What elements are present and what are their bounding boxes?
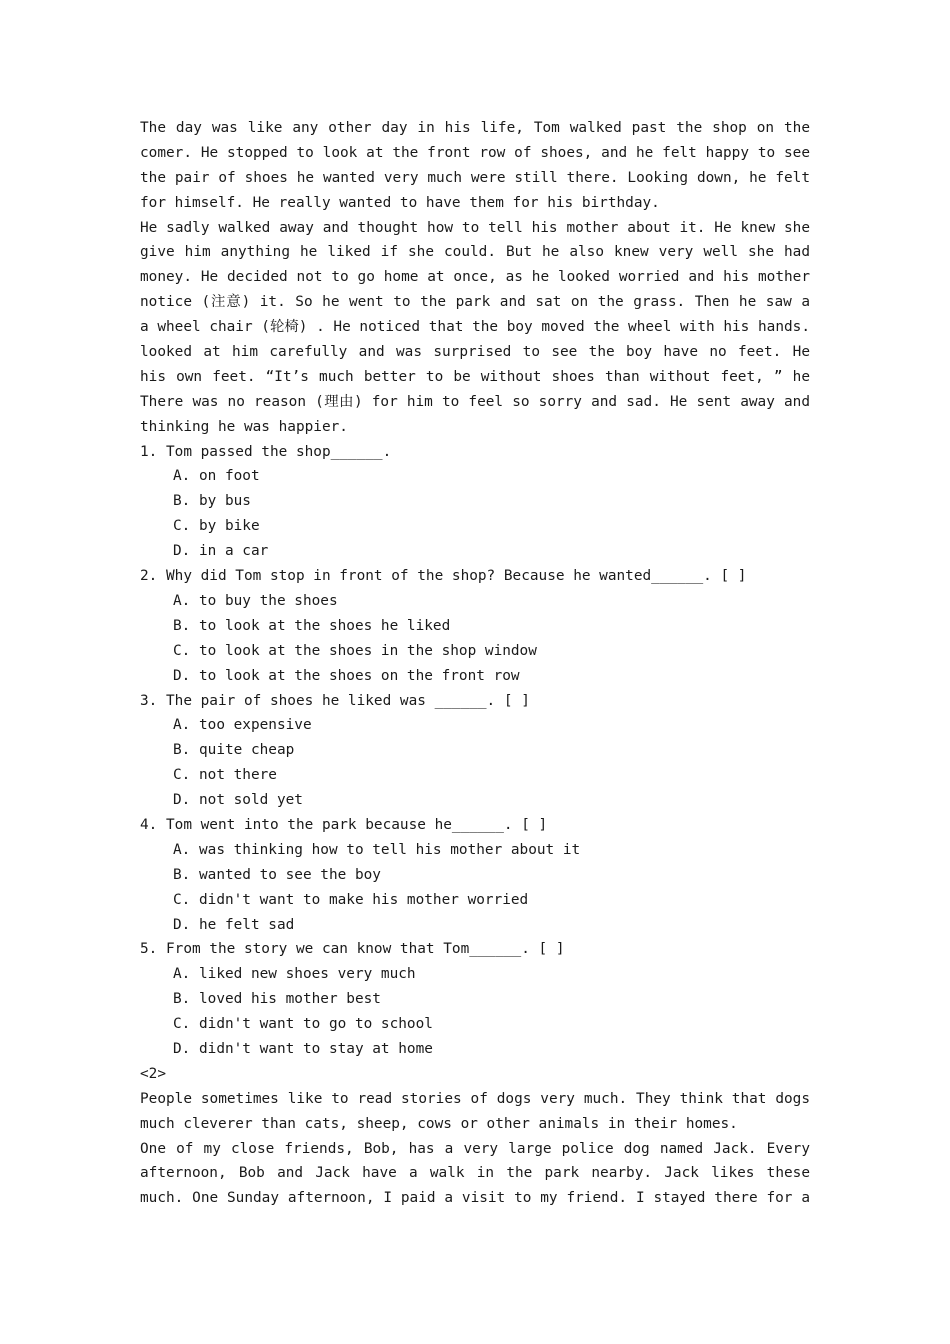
text-line: There was no reason (理由) for him to feel so sorry and sad. He sent away and (140, 393, 810, 410)
text-line: thinking he was happier. (140, 418, 348, 435)
question-stem: 5. From the story we can know that Tom______. [ ] (140, 941, 565, 958)
text-line: notice (注意) it. So he went to the park and sat on the grass. Then he saw a (140, 294, 810, 311)
option-d: D. he felt sad (173, 916, 295, 933)
option-a: A. on foot (173, 468, 260, 485)
option-c: C. didn't want to make his mother worried (173, 891, 529, 908)
passage2-paragraph-2 (140, 1137, 810, 1212)
question-5 (140, 937, 810, 1061)
question-stem: 4. Tom went into the park because he______. [ ] (140, 816, 548, 833)
option-b: B. wanted to see the boy (173, 866, 381, 883)
question-4 (140, 813, 810, 937)
text-line: The day was like any other day in his life, Tom walked past the shop on the (140, 120, 810, 136)
option-a: A. liked new shoes very much (173, 966, 416, 983)
option-list (140, 713, 810, 813)
document-page (140, 116, 810, 1211)
option-c: C. to look at the shoes in the shop window (173, 642, 537, 659)
question-stem: 2. Why did Tom stop in front of the shop? Because he wanted______. [ ] (140, 568, 747, 585)
option-list (140, 589, 810, 689)
passage1-paragraph-1 (140, 116, 810, 216)
text-line: afternoon, Bob and Jack have a walk in the park nearby. Jack likes these (140, 1165, 810, 1182)
text-line: One of my close friends, Bob, has a very large police dog named Jack. Every (140, 1140, 810, 1157)
section-2-marker: <2> (140, 1065, 166, 1082)
text-line: much cleverer than cats, sheep, cows or other animals in their homes. (140, 1115, 738, 1132)
option-d: D. not sold yet (173, 792, 303, 809)
option-d: D. to look at the shoes on the front row (173, 667, 520, 684)
option-b: B. quite cheap (173, 742, 295, 759)
text-line: for himself. He really wanted to have them for his birthday. (140, 194, 660, 211)
question-stem: 1. Tom passed the shop______. (140, 443, 392, 460)
question-1 (140, 440, 810, 564)
text-line: give him anything he liked if she could. But he also knew very well she had (140, 244, 810, 261)
option-b: B. to look at the shoes he liked (173, 617, 451, 634)
question-3 (140, 689, 810, 813)
option-a: A. too expensive (173, 717, 312, 734)
text-line: much. One Sunday afternoon, I paid a visit to my friend. I stayed there for a (140, 1190, 810, 1207)
option-a: A. to buy the shoes (173, 592, 338, 609)
option-c: C. not there (173, 767, 277, 784)
passage2-paragraph-1 (140, 1087, 810, 1137)
text-line: People sometimes like to read stories of dogs very much. They think that dogs (140, 1090, 810, 1107)
option-list (140, 962, 810, 1062)
option-list (140, 464, 810, 564)
passage1-paragraph-2 (140, 216, 810, 440)
option-b: B. loved his mother best (173, 991, 381, 1008)
option-b: B. by bus (173, 493, 251, 510)
option-c: C. by bike (173, 518, 260, 535)
text-line: a wheel chair (轮椅) . He noticed that the boy moved the wheel with his hands. (140, 319, 810, 336)
text-line: the pair of shoes he wanted very much were still there. Looking down, he felt (140, 169, 810, 186)
text-line: looked at him carefully and was surprised to see the boy have no feet. He (140, 344, 810, 361)
option-list (140, 838, 810, 938)
option-d: D. didn't want to stay at home (173, 1041, 433, 1058)
question-2 (140, 564, 810, 688)
text-line: He sadly walked away and thought how to tell his mother about it. He knew she (140, 219, 810, 236)
option-a: A. was thinking how to tell his mother about it (173, 841, 581, 858)
option-d: D. in a car (173, 543, 269, 560)
option-c: C. didn't want to go to school (173, 1016, 433, 1033)
text-line: money. He decided not to go home at once, as he looked worried and his mother (140, 269, 810, 286)
question-stem: 3. The pair of shoes he liked was ______. [ ] (140, 692, 530, 709)
text-line: his own feet. “It’s much better to be without shoes than without feet, ” he (140, 368, 810, 385)
text-line: comer. He stopped to look at the front row of shoes, and he felt happy to see (140, 144, 810, 161)
